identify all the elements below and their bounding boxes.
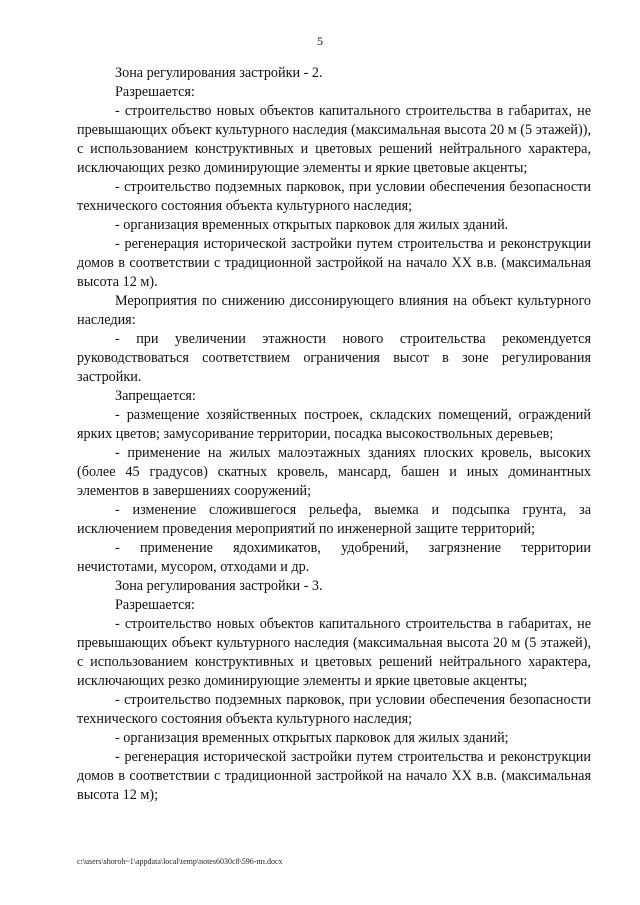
zone-3-allowed-item: - строительство новых объектов капитального строительства в габаритах, не превышающих объект культурного наследия (максимальная высота 20 м (5 этажей), с использованием конструктивных и цветовых решений нейтрального характера, исключающих резко доминирующие элементы и яркие цветовые акценты; [77,616,591,689]
zone-2-prohibited-item: - изменение сложившегося рельефа, выемка и подсыпка грунта, за исключением проведения мероприятий по инженерной защите территорий; [77,502,591,537]
zone-2-measures-item: - при увеличении этажности нового строительства рекомендуется руководствоваться соответствием ограничения высот в зоне регулирования застройки. [77,331,591,385]
zone-2-allowed-item: - строительство новых объектов капитального строительства в габаритах, не превышающих объект культурного наследия (максимальная высота 20 м (5 этажей)), с использованием конструктивных и цветовых решений нейтрального характера, исключающих резко доминирующие элементы и яркие цветовые акценты; [77,103,591,176]
zone-3-heading: Зона регулирования застройки - 3. [115,578,323,594]
footer-file-path: c:\users\shoroh~1\appdata\local\temp\notes6030c8\596-пп.docx [77,857,283,866]
zone-2-prohibited-item: - применение на жилых малоэтажных зданиях плоских кровель, высоких (более 45 градусов) скатных кровель, мансард, башен и иных доминантных элементов в завершениях сооружений; [77,445,591,499]
zone-2-heading: Зона регулирования застройки - 2. [115,65,323,81]
zone-3-allowed-heading: Разрешается: [115,597,195,613]
zone-2-allowed-item: - строительство подземных парковок, при условии обеспечения безопасности технического состояния объекта культурного наследия; [77,179,591,214]
zone-2-prohibited-item: - применение ядохимикатов, удобрений, загрязнение территории нечистотами, мусором, отходами и др. [77,540,591,575]
zone-2-measures-heading: Мероприятия по снижению диссонирующего влияния на объект культурного наследия: [77,293,591,328]
page-number: 5 [317,34,323,48]
zone-3-allowed-item: - организация временных открытых парковок для жилых зданий; [115,730,509,746]
zone-2-prohibited-heading: Запрещается: [115,388,196,404]
zone-3-allowed-item: - регенерация исторической застройки путем строительства и реконструкции домов в соответствии с традиционной застройкой на начало XX в.в. (максимальная высота 12 м); [77,749,591,803]
zone-2-prohibited-item: - размещение хозяйственных построек, складских помещений, ограждений ярких цветов; замусоривание территории, посадка высокоствольных деревьев; [77,407,591,442]
zone-2-allowed-item: - организация временных открытых парковок для жилых зданий. [115,217,509,233]
zone-2-allowed-item: - регенерация исторической застройки путем строительства и реконструкции домов в соответствии с традиционной застройкой на начало XX в.в. (максимальная высота 12 м). [77,236,591,290]
zone-3-allowed-item: - строительство подземных парковок, при условии обеспечения безопасности технического состояния объекта культурного наследия; [77,692,591,727]
zone-2-allowed-heading: Разрешается: [115,84,195,100]
document-body [77,64,591,805]
